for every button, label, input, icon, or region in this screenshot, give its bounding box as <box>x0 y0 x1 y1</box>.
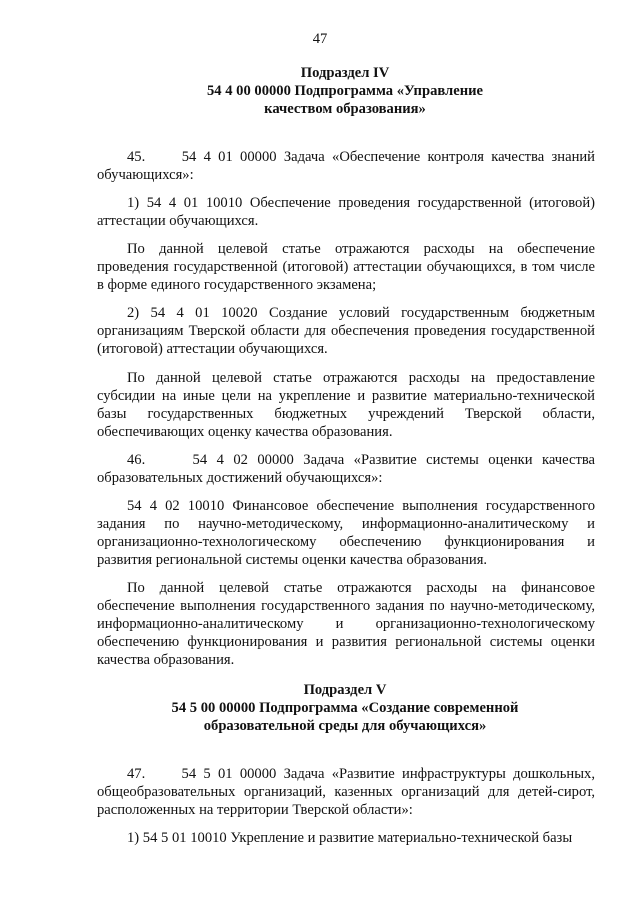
paragraph-46-item: 54 4 02 10010 Финансовое обеспечение выполнения государственного задания по научно-методическому, информационно-аналитическому и организационно-технологическому обеспечению функционирования и развития региональной системы оценки качества образования. <box>97 498 595 568</box>
paragraph-45-task: 45. 54 4 01 00000 Задача «Обеспечение контроля качества знаний обучающихся»: <box>97 149 595 183</box>
subsection-v-title-line2: образовательной среды для обучающихся» <box>203 718 487 734</box>
page-number: 47 <box>312 31 328 47</box>
paragraph-46-task: 46. 54 4 02 00000 Задача «Развитие системы оценки качества образовательных достижений обучающихся»: <box>97 452 595 486</box>
paragraph-expense-desc-1: По данной целевой статье отражаются расходы на обеспечение проведения государственной (итоговой) аттестации обучающихся, в том числе в форме единого государственного экзамена; <box>97 241 595 293</box>
paragraph-expense-desc-3: По данной целевой статье отражаются расходы на финансовое обеспечение выполнения государственного задания по научно-методическому, информационно-аналитическому и организационно-технологическому обеспечению функционирования и развития региональной системы оценки качества образования. <box>97 580 595 668</box>
subsection-iv-heading <box>0 64 640 118</box>
subsection-iv-title-line1: 54 4 00 00000 Подпрограмма «Управление <box>206 83 484 99</box>
subsection-v-heading <box>0 681 640 735</box>
paragraph-47-task: 47. 54 5 01 00000 Задача «Развитие инфраструктуры дошкольных, общеобразовательных организаций, казенных организаций для детей-сирот, расположенных на территории Тверской области»: <box>97 766 595 818</box>
paragraph-47-item-1: 1) 54 5 01 10010 Укрепление и развитие материально-технической базы <box>127 830 573 846</box>
paragraph-item-1: 1) 54 4 01 10010 Обеспечение проведения государственной (итоговой) аттестации обучающихся. <box>97 195 595 229</box>
subsection-v-title-line1: 54 5 00 00000 Подпрограмма «Создание современной <box>171 700 519 716</box>
subsection-iv-title-line2: качеством образования» <box>264 101 426 117</box>
paragraph-expense-desc-2: По данной целевой статье отражаются расходы на предоставление субсидии на иные цели на укрепление и развитие материально-технической базы государственных бюджетных учреждений Тверской области, обеспечивающих оценку качества образования. <box>97 370 595 440</box>
subsection-v-label: Подраздел V <box>303 682 387 698</box>
subsection-iv-label: Подраздел IV <box>300 65 390 81</box>
paragraph-item-2: 2) 54 4 01 10020 Создание условий государственным бюджетным организациям Тверской области для обеспечения проведения государственной (итоговой) аттестации обучающихся. <box>97 305 595 357</box>
